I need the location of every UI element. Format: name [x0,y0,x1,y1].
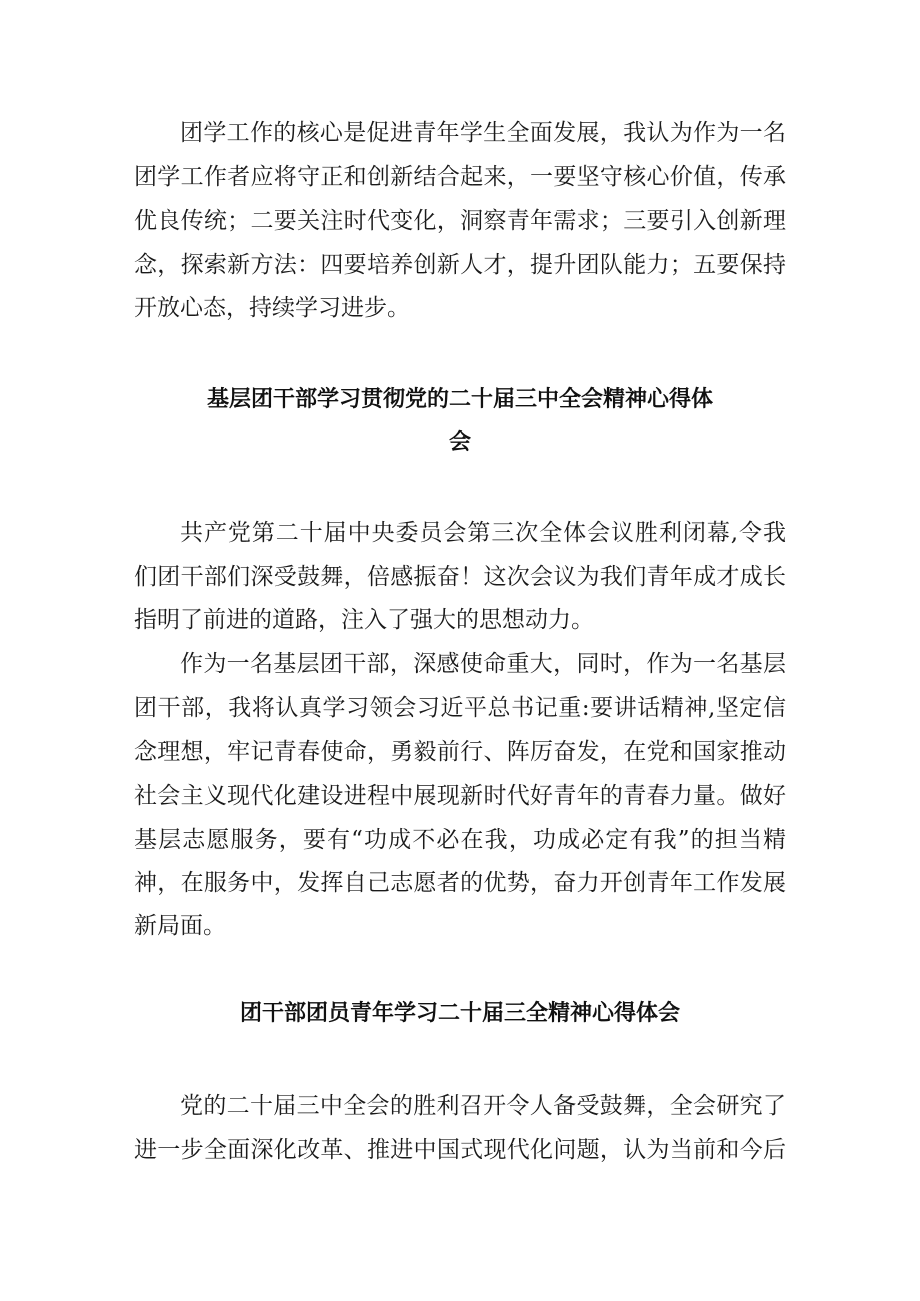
text-line: 指明了前进的道路，注入了强大的思想动力。 [134,607,594,633]
section-title-line: 会 [448,430,471,455]
text-line: 作为一名基层团干部，深感使命重大，同时，作为一名基层 [180,651,786,677]
text-line: 念，探索新方法：四要培养创新人才，提升团队能力；五要保持 [134,252,786,278]
text-line: 共产党第二十届中央委员会第三次全体会议胜利闭幕,令我 [180,520,786,546]
text-line: 团干部，我将认真学习领会习近平总书记重:要讲话精神,坚定信 [134,695,786,721]
text-line: 优良传统；二要关注时代变化，洞察青年需求；三要引入创新理 [134,208,786,234]
text-line: 社会主义现代化建设进程中展现新时代好青年的青春力量。做好 [134,783,786,809]
text-line: 们团干部们深受鼓舞，倍感振奋！这次会议为我们青年成才成长 [134,564,786,590]
text-line: 团学工作者应将守正和创新结合起来，一要坚守核心价值，传承 [134,164,786,190]
text-line: 进一步全面深化改革、推进中国式现代化问题，认为当前和今后 [134,1137,786,1163]
text-line: 团学工作的核心是促进青年学生全面发展，我认为作为一名 [180,120,786,146]
text-line: 基层志愿服务，要有“功成不必在我，功成必定有我”的担当精 [134,827,786,853]
text-line: 神，在服务中，发挥自己志愿者的优势，奋力开创青年工作发展 [134,870,786,896]
text-line: 念理想，牢记青春使命，勇毅前行、阵厉奋发，在党和国家推动 [134,739,786,765]
text-line: 开放心态，持续学习进步。 [134,295,410,321]
text-line: 党的二十届三中全会的胜利召开令人备受鼓舞，全会研究了 [180,1093,786,1119]
section-title-line: 团干部团员青年学习二十届三全精神心得体会 [239,1001,680,1026]
text-line: 新局面。 [134,913,226,939]
section-title-line: 基层团干部学习贯彻党的二十届三中全会精神心得体 [206,387,713,412]
